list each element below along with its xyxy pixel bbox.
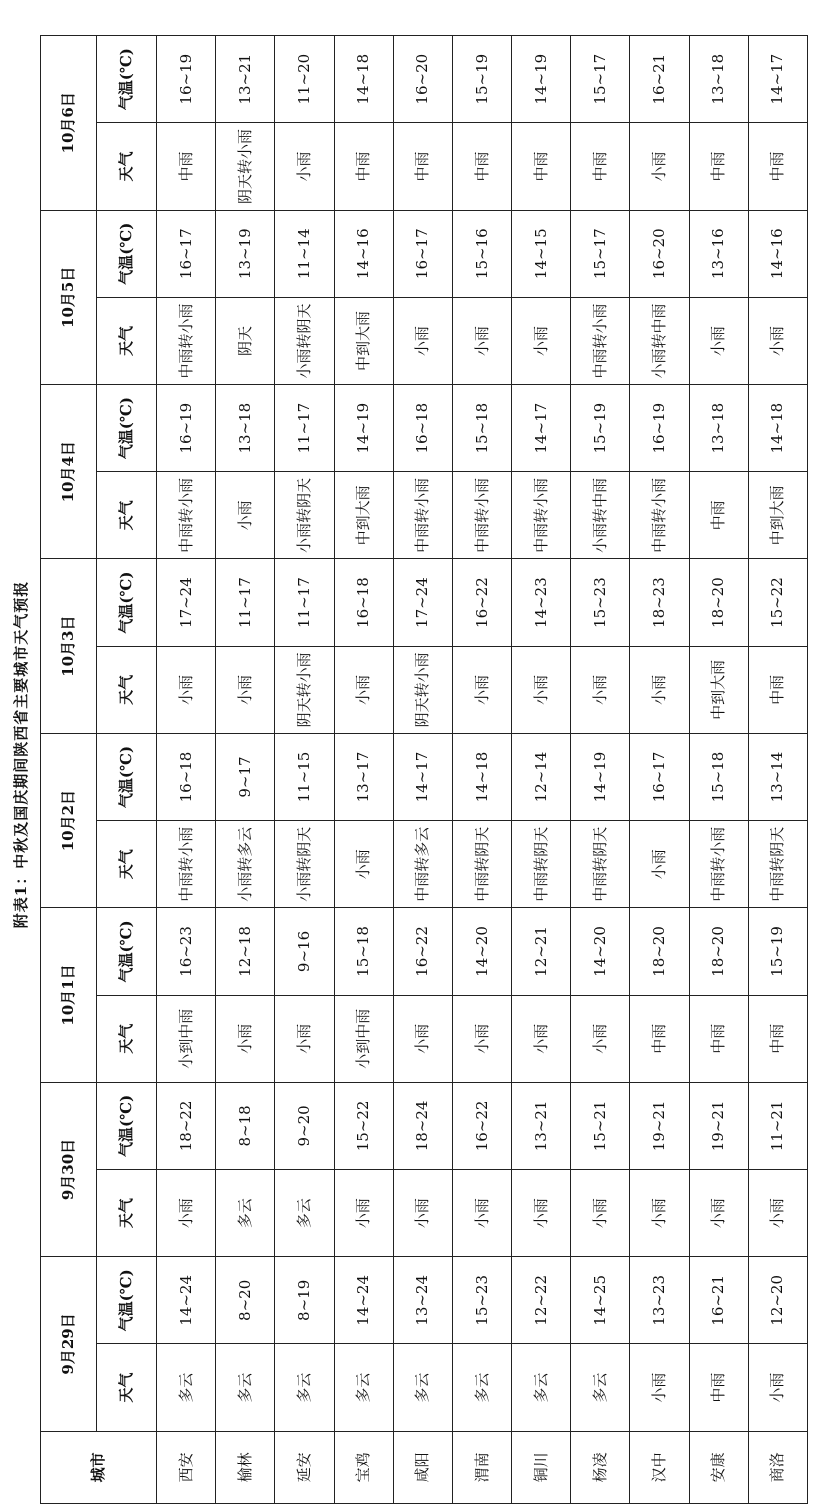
table-row (216, 36, 275, 1504)
date-header-row (41, 36, 97, 1504)
temp-cell: 16~21 (630, 36, 689, 123)
weather-cell: 中雨转小雨 (157, 472, 216, 559)
weather-cell: 中雨转小雨 (689, 821, 748, 908)
weather-cell: 中雨转小雨 (157, 821, 216, 908)
temp-cell: 14~25 (571, 1257, 630, 1344)
temp-cell: 14~20 (452, 908, 511, 995)
date-header: 10月2日 (41, 733, 97, 907)
weather-cell: 中到大雨 (334, 297, 393, 384)
weather-cell: 小雨 (452, 297, 511, 384)
temp-cell: 15~22 (748, 559, 807, 646)
temp-cell: 16~20 (630, 210, 689, 297)
city-cell: 杨凌 (571, 1431, 630, 1503)
weather-cell: 小雨 (393, 297, 452, 384)
weather-cell: 中雨 (334, 123, 393, 210)
temp-cell: 15~18 (689, 733, 748, 820)
weather-cell: 小雨 (452, 1170, 511, 1257)
weather-cell: 小雨 (334, 646, 393, 733)
subheader-row (97, 36, 157, 1504)
weather-cell: 多云 (216, 1170, 275, 1257)
city-cell: 渭南 (452, 1431, 511, 1503)
weather-cell: 小雨 (748, 297, 807, 384)
temp-cell: 8~19 (275, 1257, 334, 1344)
temp-cell: 16~21 (689, 1257, 748, 1344)
temp-cell: 14~19 (334, 385, 393, 472)
weather-header: 天气 (97, 123, 157, 210)
city-cell: 安康 (689, 1431, 748, 1503)
weather-cell: 多云 (452, 1344, 511, 1431)
city-cell: 汉中 (630, 1431, 689, 1503)
weather-header: 天气 (97, 646, 157, 733)
temp-cell: 16~22 (452, 1082, 511, 1169)
weather-cell: 中雨转阴天 (748, 821, 807, 908)
weather-cell: 中到大雨 (689, 646, 748, 733)
temp-cell: 15~23 (452, 1257, 511, 1344)
weather-cell: 小雨 (571, 1170, 630, 1257)
temp-cell: 14~18 (748, 385, 807, 472)
weather-cell: 小雨 (630, 1170, 689, 1257)
temp-cell: 16~22 (393, 908, 452, 995)
weather-header: 天气 (97, 995, 157, 1082)
temp-cell: 13~17 (334, 733, 393, 820)
weather-cell: 小雨 (157, 1170, 216, 1257)
temp-cell: 12~22 (512, 1257, 571, 1344)
temp-cell: 13~14 (748, 733, 807, 820)
weather-cell: 小雨 (689, 297, 748, 384)
temp-header: 气温(℃) (97, 385, 157, 472)
city-cell: 宝鸡 (334, 1431, 393, 1503)
weather-cell: 中雨 (689, 123, 748, 210)
weather-cell: 小雨转阴天 (275, 297, 334, 384)
temp-cell: 12~21 (512, 908, 571, 995)
weather-cell: 中雨 (452, 123, 511, 210)
temp-cell: 9~20 (275, 1082, 334, 1169)
weather-cell: 中雨转阴天 (452, 821, 511, 908)
table-row (334, 36, 393, 1504)
city-cell: 榆林 (216, 1431, 275, 1503)
weather-cell: 小雨 (216, 472, 275, 559)
temp-cell: 9~16 (275, 908, 334, 995)
temp-cell: 11~20 (275, 36, 334, 123)
temp-cell: 11~17 (216, 559, 275, 646)
temp-cell: 14~16 (334, 210, 393, 297)
weather-cell: 小雨 (452, 995, 511, 1082)
weather-cell: 多云 (334, 1344, 393, 1431)
temp-cell: 14~24 (334, 1257, 393, 1344)
weather-cell: 中雨转多云 (393, 821, 452, 908)
temp-cell: 15~19 (748, 908, 807, 995)
weather-cell: 阴天转小雨 (393, 646, 452, 733)
temp-cell: 16~22 (452, 559, 511, 646)
weather-cell: 中雨转小雨 (571, 297, 630, 384)
temp-header: 气温(℃) (97, 1257, 157, 1344)
weather-cell: 中雨 (630, 995, 689, 1082)
weather-cell: 阴天转小雨 (275, 646, 334, 733)
weather-cell: 小雨 (512, 646, 571, 733)
temp-header: 气温(℃) (97, 210, 157, 297)
temp-cell: 13~18 (216, 385, 275, 472)
city-cell: 商洛 (748, 1431, 807, 1503)
temp-cell: 11~15 (275, 733, 334, 820)
weather-cell: 小雨 (689, 1170, 748, 1257)
table-row (157, 36, 216, 1504)
table-row (452, 36, 511, 1504)
temp-cell: 16~18 (334, 559, 393, 646)
weather-cell: 小雨 (512, 995, 571, 1082)
weather-cell: 小雨 (630, 646, 689, 733)
temp-cell: 12~14 (512, 733, 571, 820)
temp-cell: 16~17 (393, 210, 452, 297)
weather-cell: 小到中雨 (157, 995, 216, 1082)
temp-cell: 8~18 (216, 1082, 275, 1169)
temp-cell: 13~21 (512, 1082, 571, 1169)
temp-cell: 13~24 (393, 1257, 452, 1344)
temp-cell: 15~17 (571, 36, 630, 123)
temp-cell: 15~17 (571, 210, 630, 297)
weather-cell: 多云 (512, 1344, 571, 1431)
weather-header: 天气 (97, 297, 157, 384)
temp-cell: 18~23 (630, 559, 689, 646)
weather-cell: 小雨 (275, 123, 334, 210)
date-header: 10月5日 (41, 210, 97, 384)
temp-cell: 19~21 (630, 1082, 689, 1169)
weather-cell: 中雨 (689, 1344, 748, 1431)
temp-cell: 14~19 (512, 36, 571, 123)
temp-cell: 13~16 (689, 210, 748, 297)
weather-cell: 中雨 (512, 123, 571, 210)
table-row (275, 36, 334, 1504)
weather-cell: 小雨转中雨 (571, 472, 630, 559)
temp-cell: 15~19 (571, 385, 630, 472)
weather-forecast-table (40, 35, 808, 1504)
weather-cell: 小雨 (393, 995, 452, 1082)
weather-cell: 多云 (275, 1170, 334, 1257)
temp-cell: 15~21 (571, 1082, 630, 1169)
weather-header: 天气 (97, 821, 157, 908)
weather-header: 天气 (97, 1344, 157, 1431)
weather-cell: 小雨 (452, 646, 511, 733)
temp-cell: 16~18 (393, 385, 452, 472)
city-cell: 咸阳 (393, 1431, 452, 1503)
temp-cell: 13~19 (216, 210, 275, 297)
weather-cell: 小雨 (275, 995, 334, 1082)
weather-cell: 中雨 (689, 995, 748, 1082)
weather-cell: 小雨 (748, 1170, 807, 1257)
temp-cell: 12~18 (216, 908, 275, 995)
table-row (393, 36, 452, 1504)
weather-cell: 小雨 (571, 646, 630, 733)
weather-cell: 中雨转小雨 (452, 472, 511, 559)
table-title: 附表1：中秋及国庆期间陕西省主要城市天气预报 (11, 580, 30, 929)
city-cell: 铜川 (512, 1431, 571, 1503)
temp-cell: 18~20 (689, 908, 748, 995)
weather-cell: 中雨 (393, 123, 452, 210)
temp-cell: 14~17 (748, 36, 807, 123)
weather-cell: 中雨转阴天 (512, 821, 571, 908)
temp-cell: 15~18 (334, 908, 393, 995)
weather-cell: 中雨转阴天 (571, 821, 630, 908)
weather-cell: 小雨转中雨 (630, 297, 689, 384)
weather-cell: 中雨 (571, 123, 630, 210)
weather-cell: 中到大雨 (748, 472, 807, 559)
temp-cell: 16~19 (157, 385, 216, 472)
temp-header: 气温(℃) (97, 559, 157, 646)
temp-cell: 11~17 (275, 385, 334, 472)
table-row (630, 36, 689, 1504)
weather-cell: 小雨 (157, 646, 216, 733)
weather-cell: 中雨转小雨 (157, 297, 216, 384)
weather-cell: 中雨 (748, 646, 807, 733)
weather-cell: 多云 (157, 1344, 216, 1431)
temp-header: 气温(℃) (97, 1082, 157, 1169)
date-header: 10月1日 (41, 908, 97, 1082)
temp-cell: 17~24 (393, 559, 452, 646)
table-body (157, 36, 808, 1504)
weather-cell: 小雨 (216, 995, 275, 1082)
temp-cell: 18~20 (630, 908, 689, 995)
date-header: 9月30日 (41, 1082, 97, 1256)
date-header: 10月6日 (41, 36, 97, 211)
city-cell: 延安 (275, 1431, 334, 1503)
weather-cell: 多云 (216, 1344, 275, 1431)
temp-cell: 16~17 (630, 733, 689, 820)
temp-cell: 11~14 (275, 210, 334, 297)
temp-cell: 16~23 (157, 908, 216, 995)
temp-cell: 14~15 (512, 210, 571, 297)
temp-cell: 13~18 (689, 36, 748, 123)
temp-cell: 16~19 (157, 36, 216, 123)
weather-cell: 中雨转小雨 (393, 472, 452, 559)
temp-cell: 14~23 (512, 559, 571, 646)
temp-cell: 17~24 (157, 559, 216, 646)
temp-cell: 16~17 (157, 210, 216, 297)
temp-cell: 16~20 (393, 36, 452, 123)
table-row (571, 36, 630, 1504)
weather-cell: 中雨 (157, 123, 216, 210)
temp-cell: 12~20 (748, 1257, 807, 1344)
temp-cell: 15~16 (452, 210, 511, 297)
weather-cell: 小雨 (334, 1170, 393, 1257)
weather-cell: 小雨转阴天 (275, 821, 334, 908)
temp-cell: 15~19 (452, 36, 511, 123)
temp-cell: 9~17 (216, 733, 275, 820)
date-header: 10月4日 (41, 385, 97, 559)
temp-cell: 14~17 (393, 733, 452, 820)
weather-cell: 小雨 (216, 646, 275, 733)
weather-header: 天气 (97, 472, 157, 559)
temp-cell: 14~20 (571, 908, 630, 995)
temp-cell: 16~18 (157, 733, 216, 820)
temp-cell: 14~18 (452, 733, 511, 820)
temp-cell: 11~21 (748, 1082, 807, 1169)
temp-cell: 16~19 (630, 385, 689, 472)
weather-cell: 多云 (393, 1344, 452, 1431)
temp-cell: 14~19 (571, 733, 630, 820)
table-row (512, 36, 571, 1504)
weather-cell: 小雨 (630, 821, 689, 908)
city-header: 城市 (41, 1431, 157, 1503)
weather-cell: 小雨 (748, 1344, 807, 1431)
weather-cell: 小雨 (571, 995, 630, 1082)
temp-cell: 8~20 (216, 1257, 275, 1344)
temp-cell: 13~21 (216, 36, 275, 123)
temp-cell: 14~16 (748, 210, 807, 297)
weather-cell: 中雨转小雨 (512, 472, 571, 559)
weather-cell: 多云 (275, 1344, 334, 1431)
table-row (689, 36, 748, 1504)
date-header: 10月3日 (41, 559, 97, 733)
weather-cell: 小雨 (512, 1170, 571, 1257)
temp-cell: 18~20 (689, 559, 748, 646)
temp-cell: 18~24 (393, 1082, 452, 1169)
temp-cell: 15~18 (452, 385, 511, 472)
weather-cell: 小雨 (630, 123, 689, 210)
weather-header: 天气 (97, 1170, 157, 1257)
temp-cell: 14~24 (157, 1257, 216, 1344)
temp-cell: 15~22 (334, 1082, 393, 1169)
temp-header: 气温(℃) (97, 908, 157, 995)
weather-cell: 小到中雨 (334, 995, 393, 1082)
weather-cell: 阴天 (216, 297, 275, 384)
weather-cell: 小雨 (393, 1170, 452, 1257)
weather-cell: 阴天转小雨 (216, 123, 275, 210)
weather-cell: 中雨 (748, 995, 807, 1082)
temp-header: 气温(℃) (97, 36, 157, 123)
date-header: 9月29日 (41, 1257, 97, 1431)
weather-cell: 中到大雨 (334, 472, 393, 559)
weather-cell: 小雨转多云 (216, 821, 275, 908)
weather-cell: 中雨转小雨 (630, 472, 689, 559)
temp-cell: 19~21 (689, 1082, 748, 1169)
temp-cell: 13~23 (630, 1257, 689, 1344)
temp-cell: 15~23 (571, 559, 630, 646)
weather-cell: 小雨 (630, 1344, 689, 1431)
city-cell: 西安 (157, 1431, 216, 1503)
weather-cell: 中雨 (689, 472, 748, 559)
table-row (748, 36, 807, 1504)
temp-cell: 14~18 (334, 36, 393, 123)
temp-cell: 13~18 (689, 385, 748, 472)
temp-cell: 14~17 (512, 385, 571, 472)
weather-cell: 小雨 (512, 297, 571, 384)
weather-cell: 多云 (571, 1344, 630, 1431)
weather-cell: 中雨 (748, 123, 807, 210)
temp-cell: 11~17 (275, 559, 334, 646)
weather-cell: 小雨转阴天 (275, 472, 334, 559)
weather-cell: 小雨 (334, 821, 393, 908)
temp-header: 气温(℃) (97, 733, 157, 820)
temp-cell: 18~22 (157, 1082, 216, 1169)
